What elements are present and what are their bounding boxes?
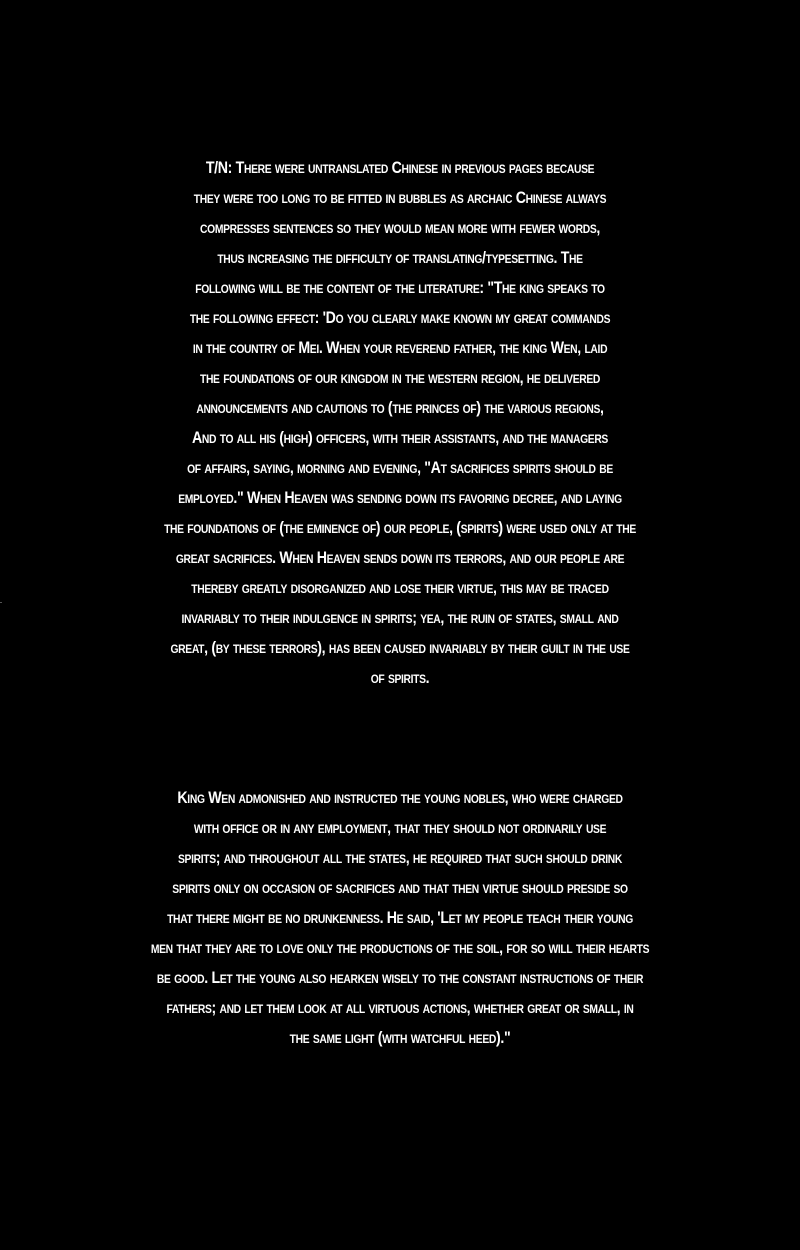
note-line: And to all his (high) officers, with their assistants, and the managers — [192, 429, 608, 447]
note-line: spirits; and throughout all the states, he required that such should drink — [178, 849, 622, 867]
note-line: following will be the content of the literature: "The king speaks to — [195, 279, 605, 297]
note-line: that there might be no drunkenness. He said, 'Let my people teach their young — [167, 909, 633, 927]
note-line: thus increasing the difficulty of translating/typesetting. The — [217, 249, 583, 267]
note-line: fathers; and let them look at all virtuous actions, whether great or small, in — [166, 999, 634, 1017]
note-line: they were too long to be fitted in bubbles as archaic Chinese always — [193, 189, 607, 207]
note-line: the following effect: 'Do you clearly make known my great commands — [189, 309, 611, 327]
note-line: T/N: There were untranslated Chinese in previous pages because — [205, 159, 595, 177]
note-line: announcements and cautions to (the princes of) the various regions, — [196, 399, 604, 417]
note-line: of affairs, saying, morning and evening, "At sacrifices spirits should be — [187, 459, 613, 477]
note-line: be good. Let the young also hearken wisely to the constant instructions of their — [156, 969, 644, 987]
note-line: with office or in any employment, that they should not ordinarily use — [193, 819, 607, 837]
note-line: spirits only on occasion of sacrifices and that then virtue should preside so — [172, 879, 628, 897]
note-line: men that they are to love only the productions of the soil, for so will their hearts — [150, 939, 650, 957]
note-line: the foundations of (the eminence of) our people, (spirits) were used only at the — [164, 519, 636, 537]
note-line: great sacrifices. When Heaven sends down its terrors, and our people are — [175, 549, 625, 567]
translator-note-paragraph-1 — [0, 153, 800, 693]
note-line: thereby greatly disorganized and lose their virtue, this may be traced — [191, 579, 609, 597]
note-line: the same light (with watchful heed)." — [289, 1029, 511, 1047]
note-line: the foundations of our kingdom in the western region, he delivered — [199, 369, 601, 387]
note-line: employed." When Heaven was sending down its favoring decree, and laying — [178, 489, 622, 507]
note-line: compresses sentences so they would mean more with fewer words, — [200, 219, 600, 237]
note-line: King Wen admonished and instructed the young nobles, who were charged — [177, 789, 623, 807]
note-line: of spirits. — [370, 669, 430, 687]
edge-mark — [0, 602, 2, 603]
translator-note-paragraph-2 — [0, 783, 800, 1053]
note-line: in the country of Mei. When your reverend father, the king Wen, laid — [192, 339, 608, 357]
note-line: invariably to their indulgence in spirits; yea, the ruin of states, small and — [181, 609, 619, 627]
note-line: great, (by these terrors), has been caused invariably by their guilt in the use — [170, 639, 630, 657]
